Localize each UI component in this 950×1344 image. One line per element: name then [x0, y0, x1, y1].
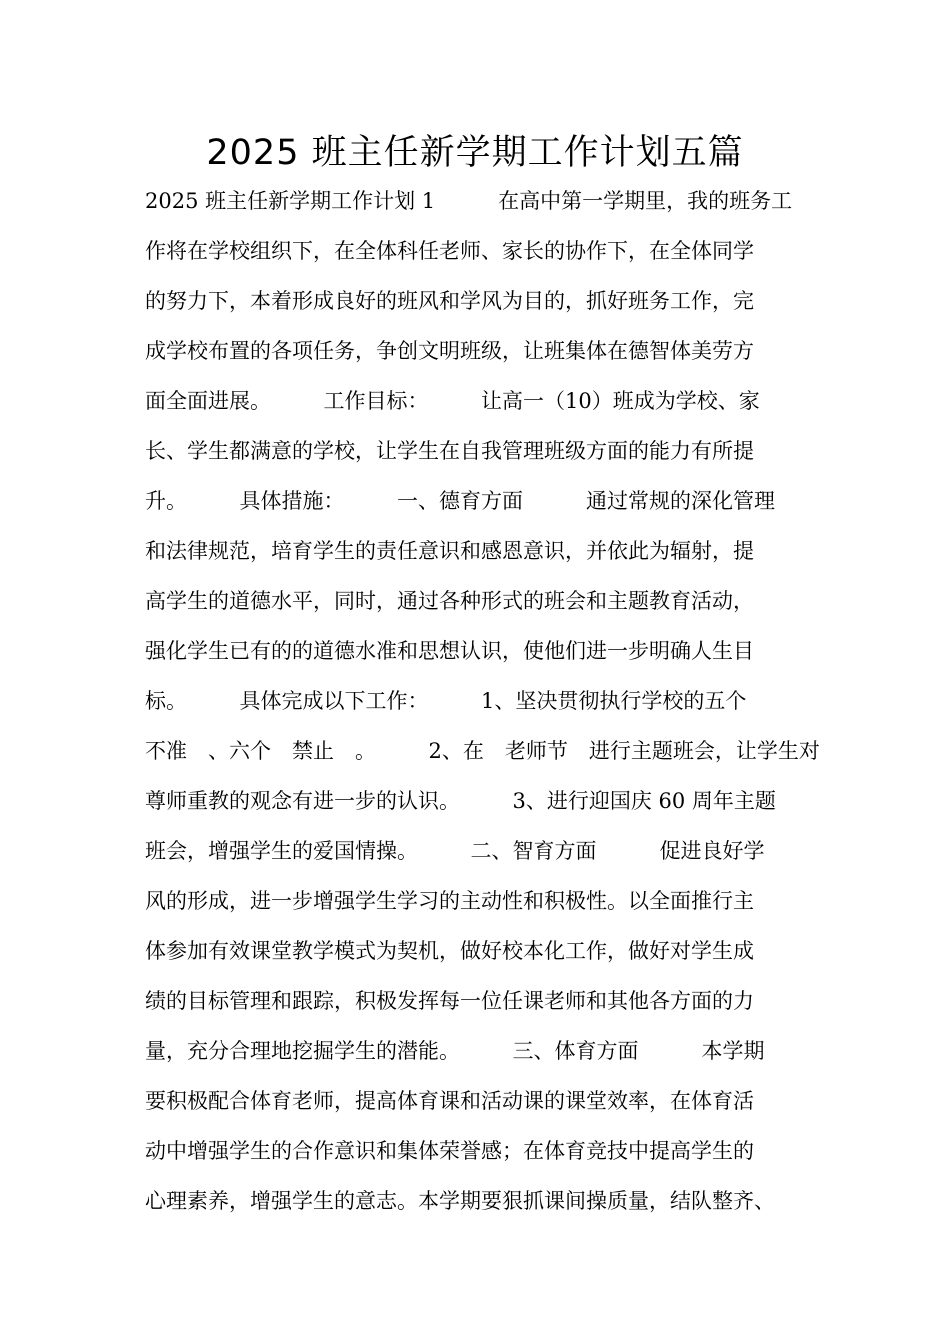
body-line: 作将在学校组织下，在全体科任老师、家长的协作下，在全体同学: [145, 239, 754, 263]
body-line: 的努力下，本着形成良好的班风和学风为目的，抓好班务工作，完: [145, 289, 754, 313]
body-line: 尊师重教的观念有进一步的认识。 3、进行迎国庆 60 周年主题: [145, 789, 776, 813]
body-line: 和法律规范，培育学生的责任意识和感恩意识，并依此为辐射，提: [145, 539, 754, 563]
body-line: 班会，增强学生的爱国情操。 二、智育方面 促进良好学: [145, 839, 765, 863]
body-line: 高学生的道德水平，同时，通过各种形式的班会和主题教育活动，: [145, 589, 754, 613]
body-line: 风的形成，进一步增强学生学习的主动性和积极性。以全面推行主: [145, 889, 754, 913]
body-line: 动中增强学生的合作意识和集体荣誉感；在体育竞技中提高学生的: [145, 1139, 754, 1163]
body-line: 体参加有效课堂教学模式为契机，做好校本化工作，做好对学生成: [145, 939, 754, 963]
document-title: 2025 班主任新学期工作计划五篇: [206, 133, 744, 173]
document-body: [145, 176, 825, 1226]
body-line: 绩的目标管理和跟踪，积极发挥每一位任课老师和其他各方面的力: [145, 989, 754, 1013]
body-line: 不准 、六个 禁止 。 2、在 老师节 进行主题班会，让学生对: [145, 739, 820, 763]
body-line: 面全面进展。 工作目标： 让高一（10）班成为学校、家: [145, 389, 760, 413]
body-line: 成学校布置的各项任务，争创文明班级，让班集体在德智体美劳方: [145, 339, 754, 363]
body-line: 量，充分合理地挖掘学生的潜能。 三、体育方面 本学期: [145, 1039, 765, 1063]
body-line: 强化学生已有的的道德水准和思想认识，使他们进一步明确人生目: [145, 639, 754, 663]
body-line: 标。 具体完成以下工作： 1、坚决贯彻执行学校的五个: [145, 689, 747, 713]
body-line: 2025 班主任新学期工作计划 1 在高中第一学期里，我的班务工: [145, 189, 793, 213]
body-line: 要积极配合体育老师，提高体育课和活动课的课堂效率，在体育活: [145, 1089, 754, 1113]
body-line: 升。 具体措施： 一、德育方面 通过常规的深化管理: [145, 489, 775, 513]
body-line: 长、学生都满意的学校，让学生在自我管理班级方面的能力有所提: [145, 439, 754, 463]
body-line: 心理素养，增强学生的意志。本学期要狠抓课间操质量，结队整齐、: [145, 1189, 775, 1213]
